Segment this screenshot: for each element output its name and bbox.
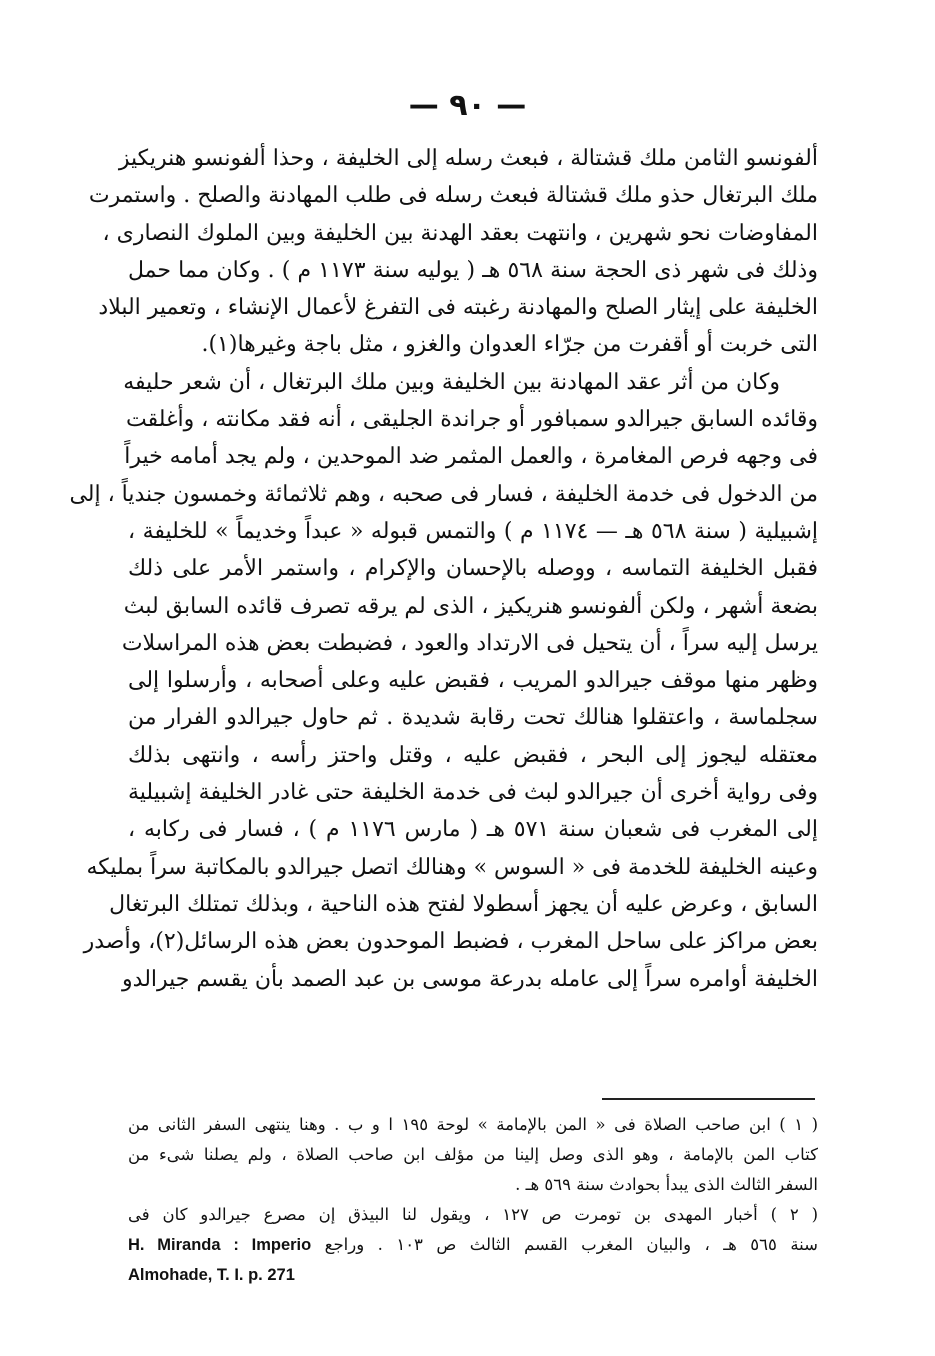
body-text [69,140,818,998]
footnote-divider [602,1098,815,1100]
footnote-line [128,1260,818,1290]
body-line: الخليفة على إيثار الصلح والمهادنة رغبته فى التفرغ لأعمال الإنشاء ، وتعمير البلاد [98,295,818,321]
footnote-line-with-citation [128,1230,818,1260]
body-line: وفى رواية أخرى أن جيرالدو لبث فى خدمة الخليفة حتى غادر الخليفة إشبيلية [128,780,818,806]
body-line: من الدخول فى خدمة الخليفة ، فسار فى صحبه ، وهم ثلاثمائة وخمسون جندياً ، إلى [69,481,818,507]
body-line: فى وجهه فرص المغامرة ، والعمل المثمر ضد الموحدين ، ولم يجد أمامه خيراً [124,444,818,470]
body-line: وكان من أثر عقد المهادنة بين الخليفة وبين ملك البرتغال ، أن شعر حليفه [123,369,780,395]
body-line: إشبيلية ( سنة ٥٦٨ هـ — ١١٧٤ م ) والتمس قبوله « عبداً وخديماً » للخليفة ، [128,518,818,544]
body-line: وقائده السابق جيرالدو سمبافور أو جراندة الجليقى ، أنه فقد مكانته ، وأغلقت [125,407,818,433]
body-line: وذلك فى شهر ذى الحجة سنة ٥٦٨ هـ ( يوليه سنة ١١٧٣ م ) . وكان مما حمل [128,257,818,283]
body-line: سجلماسة ، واعتقلوا هنالك تحت رقابة شديدة . ثم حاول جيرالدو الفرار من [128,705,818,731]
footnote-line: كتاب المن بالإمامة ، وهو الذى وصل إلينا من مؤلف ابن صاحب الصلاة ، ولم يصلنا شىء من [128,1145,818,1164]
body-line: معتقله ليجوز إلى البحر ، فقبض عليه ، وقتل واحتز رأسه ، وانتهى بذلك [128,742,818,768]
footnote-latin-citation-continued: Almohade, T. I. p. 271 [128,1266,295,1284]
footnote-latin-citation: H. Miranda : Imperio [128,1236,312,1254]
body-line: الخليفة أوامره سراً إلى عامله بدرعة موسى بن عبد الصمد بأن يقسم جيرالدو [122,966,818,992]
body-line: ملك البرتغال حذو ملك قشتالة فبعث رسله فى طلب المهادنة والصلح . واستمرت [88,183,818,209]
body-line: وظهر منها موقف جيرالدو المريب ، فقبض عليه وعلى أصحابه ، وأرسلوا إلى [128,668,818,694]
footnote-line: ( ١ ) ابن صاحب الصلاة فى « المن بالإمامة » لوحة ١٩٥ ا و ب . وهنا ينتهى السفر الثانى من [128,1115,819,1134]
footnote-line: السفر الثالث الذى يبدأ بحوادث سنة ٥٦٩ هـ . [515,1175,818,1194]
footnote-text: سنة ٥٦٥ هـ ، والبيان المغرب القسم الثالث ص ١٠٣ . وراجع [324,1235,818,1254]
body-line: فقبل الخليفة التماسه ، ووصله بالإحسان والإكرام ، واستمر الأمر على ذلك [128,556,818,582]
body-line: التى خربت أو أقفرت من جرّاء العدوان والغزو ، مثل باجة وغيرها(١). [201,332,818,358]
body-line: بعض مراكز على ساحل المغرب ، فضبط الموحدون بعض هذه الرسائل(٢)، وأصدر [83,929,818,955]
body-line: ألفونسو الثامن ملك قشتالة ، فبعث رسله إلى الخليفة ، وحذا ألفونسو هنريكيز [118,146,818,171]
body-line: وعينه الخليفة للخدمة فى « السوس » وهنالك اتصل جيرالدو بالمكاتبة سراً بمليكه [86,854,818,880]
footnote-line: ( ٢ ) أخبار المهدى بن تومرت ص ١٢٧ ، ويقول لنا البيذق إن مصرع جيرالدو كان فى [128,1205,819,1224]
footnotes [128,1110,818,1290]
body-line: إلى المغرب فى شعبان سنة ٥٧١ هـ ( مارس ١١٧٦ م ) ، فسار فى ركابه ، [128,817,818,843]
body-line: بضعة أشهر ، ولكن ألفونسو هنريكيز ، الذى لم يرقه تصرف قائده السابق لبث [123,593,818,619]
page-number: — ٩٠ — [408,88,527,123]
body-line: المفاوضات نحو شهرين ، وانتهت بعقد الهدنة بين الخليفة وبين الملوك النصارى ، [102,220,818,246]
body-line: السابق ، وعرض عليه أن يجهز أسطولا لفتح هذه الناحية ، وبذلك تمتلك البرتغال [109,891,818,917]
body-line: يرسل إليه سراً ، أن يتحيل فى الارتداد والعود ، فضبطت بعض هذه المراسلات [121,630,818,656]
